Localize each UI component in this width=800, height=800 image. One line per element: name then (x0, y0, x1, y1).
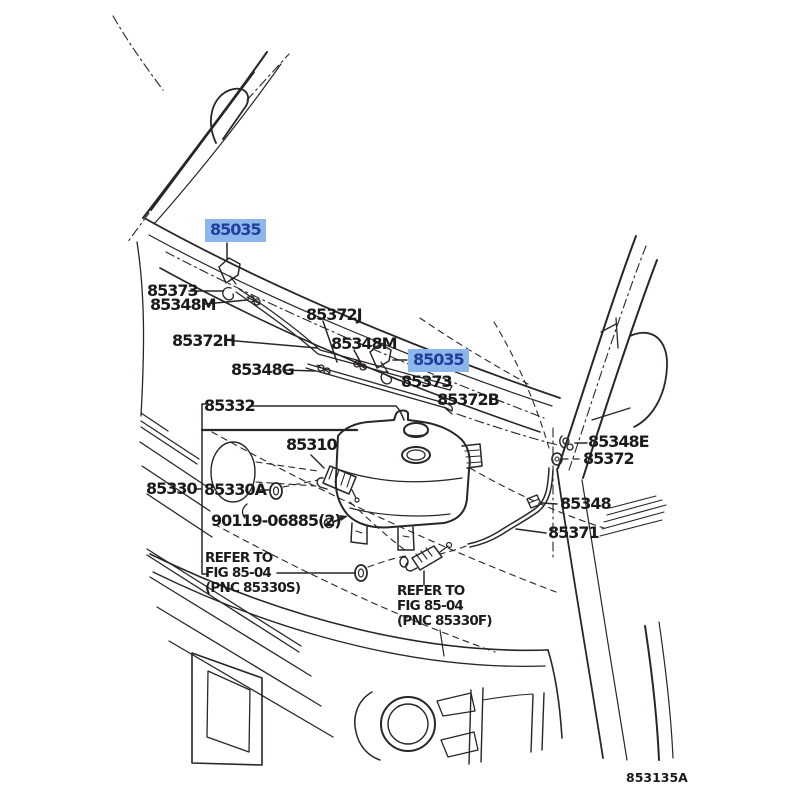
label-85372H[interactable]: 85372H (172, 331, 236, 350)
label-85348G[interactable]: 85348G (231, 360, 294, 379)
washer-tank (336, 410, 482, 550)
label-85372J[interactable]: 85372J (306, 305, 362, 324)
label-85035-nozzle-rh[interactable]: 85035 (408, 349, 469, 372)
label-85373-rh[interactable]: 85373 (401, 372, 452, 391)
label-85372-grommet[interactable]: 85372 (583, 449, 634, 468)
label-85035-nozzle-lh[interactable]: 85035 (205, 219, 266, 242)
note-pnc-85330f: REFER TO FIG 85-04 (PNC 85330F) (397, 583, 492, 629)
label-85332[interactable]: 85332 (204, 396, 255, 415)
label-90119-06885[interactable]: 90119-06885(2) (211, 511, 341, 530)
label-85372B[interactable]: 85372B (437, 390, 499, 409)
label-85348[interactable]: 85348 (560, 494, 611, 513)
label-85310[interactable]: 85310 (286, 435, 337, 454)
label-85348E[interactable]: 85348E (588, 432, 649, 451)
windshield-pillar-lines (113, 16, 289, 243)
label-85348M-rh[interactable]: 85348M (331, 334, 397, 353)
label-85348M-lh[interactable]: 85348M (150, 295, 216, 314)
label-85330[interactable]: 85330 (146, 479, 197, 498)
note-pnc-85330s: REFER TO FIG 85-04 (PNC 85330S) (205, 550, 301, 596)
label-85373-lh[interactable]: 85373 (147, 281, 198, 300)
label-85371[interactable]: 85371 (548, 523, 599, 542)
label-85330A[interactable]: 85330A (204, 480, 267, 499)
figure-code: 853135A (626, 770, 688, 785)
